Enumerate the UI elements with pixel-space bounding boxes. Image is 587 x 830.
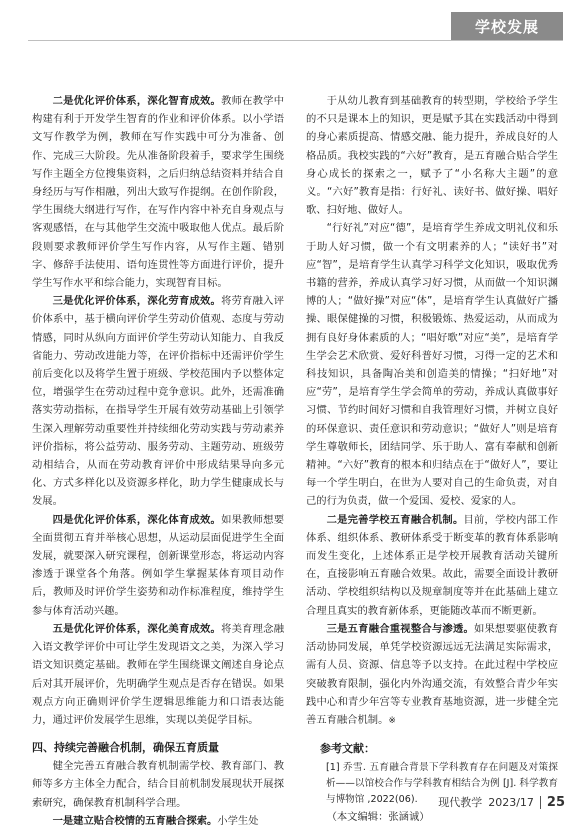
paragraph (306, 620, 558, 730)
footer-divider (540, 796, 541, 809)
page-number: 25 (546, 794, 565, 810)
paragraph-body: 如果教师想要全面贯彻五育并举核心思想，从运动层面促进学生全面发展，就要深入研究课程，创新课堂形态，将运动内容渗透于课堂各个角落。例如学生掌握某体育项目动作后，教师及时评价学生姿势和动作标准程度，维持学生参与体育活动兴趣。 (32, 513, 285, 617)
paragraph (32, 757, 284, 812)
paragraph-body: 教师在教学中构建有利于开发学生智育的作业和评价体系。以小学语文写作教学为例，教师在写作实践中可分为准备、创作、完成三大阶段。先从准备阶段着手，要求学生围绕写作主题全方位搜集资料，之后归纳总结资料并结合自身经历与写作相融，列出大致写作提纲。在创作阶段，学生围绕大纲进行写作，在写作内容中补充自身观点与客观感悟，在与其他学生交流中吸取他人优点。最后阶段则要求教师评价学生写作内容，从写作主题、错别字、修辞手法使用、语句连贯性等方面进行评价，提升学生写作水平和综合能力，实现智育目标。 (32, 95, 285, 290)
paragraph-lead: 二是完善学校五育融合机制。 (326, 513, 464, 526)
right-column (306, 92, 558, 826)
paragraph (32, 620, 284, 729)
paragraph-body: 将美育理念融入语文教学评价中可让学生发现语文之美，为深入学习语文知识奠定基础。教师在学生围绕课文阐述自身论点后对其开展评价，先明确学生观点是否存在错误。如果观点方向正确则评价学生逻辑思维能力和口语表达能力，通过评价发展学生思维，实现以美促学目标。 (32, 622, 285, 726)
paragraph-lead: 三是五育融合重视整合与渗透。 (326, 622, 474, 635)
paragraph (306, 92, 558, 219)
issue-number: 2023/17 (488, 795, 534, 809)
section-heading: 四、持续完善融合机制，确保五育质量 (32, 741, 219, 755)
reference-item: [1] 乔雪. 五育融合背景下学科教育存在问题及对策探析——以馆校合作与学科教育相结合为例 [J]. 科学教育与博物馆 ,2022(06). (326, 762, 558, 806)
journal-name: 现代教学 (438, 796, 483, 809)
paragraph-body: 于从幼儿教育到基础教育的转型期，学校给予学生的不只是课本上的知识，更是赋予其在实践活动中得到的身心素质提高、情感交融、能力提升，养成良好的人格品质。我校实践的“六好”教育，是五育融合贴合学生身心成长的探索之一，赋予了“小名称大主题”的意义。“六好”教育是指：行好礼、读好书、做好操、唱好歌、扫好地、做好人。 (306, 95, 558, 217)
paragraph (32, 292, 284, 510)
editor-credit: （本文编辑：张涵诚） (326, 811, 430, 824)
paragraph-body: 将劳育融入评价体系中，基于横向评价学生劳动价值观、态度与劳动情感，同时从纵向方面评价学生劳动认知能力、自我反省能力、劳动改进能力等，在评价指标中还需评价学生前后变化以及将学生置于班级、学校范围内予以整体定位，增强学生在劳动过程中竞争意识。此外，还需准确落实劳动指标，在指导学生开展有效劳动基础上引领学生深入理解劳动重要性并持续细化劳动实践与劳动素养评价指标，将公益劳动、服务劳动、主题劳动、班级劳动相结合，从而在劳动教育评价中形成结果导向多元化、方式多样化以及资源多样化，助力学生健康成长与发展。 (32, 295, 285, 508)
paragraph-body: “行好礼”对应“德”，是培育学生养成文明礼仪和乐于助人好习惯，做一个有文明素养的人；“读好书”对应“智”，是培育学生认真学习科学文化知识，吸取优秀书籍的营养，养成认真学习好习惯，从而做一个知识渊博的人；“做好操”对应“体”，是培育学生认真做好广播操、眼保健操的习惯，积极锻炼、热爱运动，从而成为拥有良好身体素质的人；“唱好歌”对应“美”，是培育学生学会艺术欣赏、爱好科普好习惯，习得一定的艺术和科技知识，具备陶冶美和创造美的情操；“扫好地”对应“劳”，是培育学生学会简单的劳动，养成认真做事好习惯、节约时间好习惯和自我管理好习惯，并树立良好的环保意识、责任意识和劳动意识；“做好人”则是培育学生尊敬师长，团结同学、乐于助人、富有奉献和创新精神。“六好”教育的根本和归结点在于“做好人”，要让每一个学生明白，在世为人要对自己的生命负责，对自己的行为负责，做一个爱国、爱校、爱家的人。 (306, 222, 558, 508)
paragraph-lead: 二是优化评价体系，深化智育成效。 (52, 95, 222, 107)
paragraph-lead: 四是优化评价体系，深化体育成效。 (52, 513, 222, 526)
paragraph (306, 219, 558, 510)
end-mark: ※ (388, 715, 396, 726)
paragraph-lead: 三是优化评价体系，深化劳育成效。 (52, 295, 222, 308)
page-footer (438, 794, 565, 810)
paragraph (32, 812, 284, 830)
left-column (32, 92, 284, 830)
paragraph-body: 小学生处 (217, 814, 259, 827)
references-title: 参考文献： (320, 742, 375, 756)
paragraph-body: 目前，学校内部工作体系、组织体系、教研体系受于断变革的教育体系影响而发生变化，上述体系正是学校开展教育活动关键所在，直接影响五育融合效果。故此，需要全面设计教研活动、学校组织结构以及规章制度等并在此基础上建立合理且真实的教育新体系，更能随改革而不断更新。 (306, 513, 559, 617)
paragraph-body: 如果想要驱使教育活动协同发展，单凭学校资源远远无法满足实际需求，需有人员、资源、信息等予以支持。在此过程中学校应突破教育限制，强化内外沟通交流，有效整合青少年实践中心和青少年宫等专业教育基地资源，进一步健全完善五育融合机制。 (306, 622, 558, 726)
paragraph-lead: 五是优化评价体系，深化美育成效。 (52, 622, 222, 635)
paragraph-lead: 一是建立贴合校情的五育融合探索。 (52, 814, 218, 827)
paragraph (32, 92, 284, 292)
header-divider (28, 40, 563, 41)
paragraph (32, 511, 284, 620)
paragraph (306, 511, 558, 620)
paragraph-body: 健全完善五育融合教育机制需学校、教育部门、教师等多方主体全力配合，结合目前机制发展现状开展探索研究，确保教育机制科学合理。 (32, 760, 284, 809)
page-header (0, 0, 587, 44)
section-tag: 学校发展 (451, 12, 563, 40)
